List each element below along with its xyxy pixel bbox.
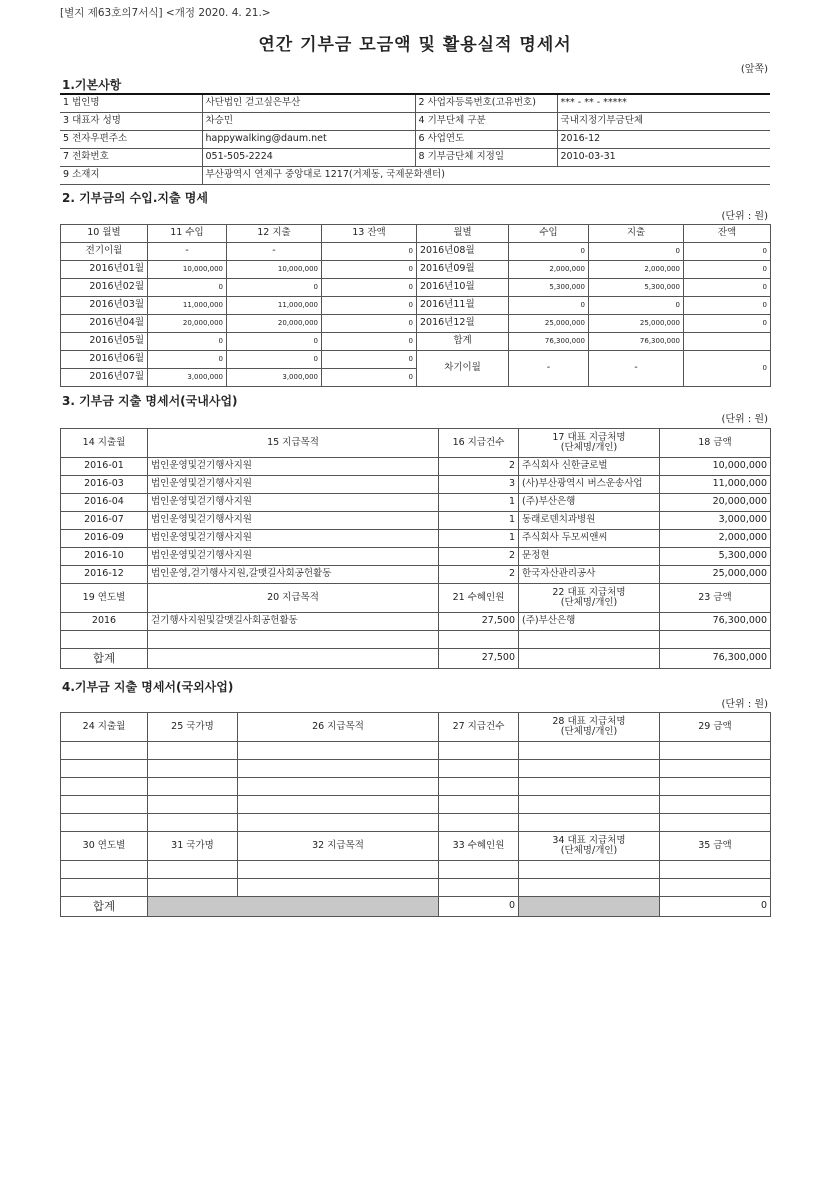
total-label: 합계	[417, 333, 509, 351]
table-row	[60, 113, 770, 131]
total-amount: 0	[660, 897, 771, 917]
balance-cell: 0	[322, 369, 417, 387]
table-row	[61, 476, 771, 494]
month-cell: 2016년08월	[417, 243, 509, 261]
label-corp-name: 1 법인명	[60, 94, 202, 113]
col-header: 31 국가명	[148, 832, 238, 861]
amount-cell: 11,000,000	[660, 476, 771, 494]
table-row	[61, 243, 771, 261]
col-header: 10 월별	[61, 225, 148, 243]
table-row	[61, 879, 771, 897]
col-header: 34 대표 지급처명 (단체명/개인)	[519, 832, 660, 861]
carry-expense: -	[589, 351, 684, 387]
overseas-expense-table	[60, 712, 771, 917]
month-cell: 2016년02월	[61, 279, 148, 297]
payee-cell: 한국자산관리공사	[519, 566, 660, 584]
section3-title: 3. 기부금 지출 명세서(국내사업)	[62, 394, 238, 408]
col-header: 23 금액	[660, 584, 771, 613]
income-cell: 0	[509, 297, 589, 315]
col-header: 18 금액	[660, 429, 771, 458]
total-beneficiaries: 27,500	[439, 649, 519, 669]
table-header-row	[61, 713, 771, 742]
balance-cell: 0	[684, 297, 771, 315]
table-row	[61, 631, 771, 649]
count-cell: 1	[439, 530, 519, 548]
purpose-cell: 법인운영및걷기행사지원	[148, 512, 439, 530]
page-title: 연간 기부금 모금액 및 활용실적 명세서	[258, 35, 572, 55]
table-row	[61, 297, 771, 315]
table-row	[61, 494, 771, 512]
expense-cell: 10,000,000	[227, 261, 322, 279]
table-row	[61, 742, 771, 760]
label-ceo: 3 대표자 성명	[60, 113, 202, 131]
month-cell: 2016-10	[61, 548, 148, 566]
value-designation-date: 2010-03-31	[557, 149, 770, 167]
income-cell: -	[148, 243, 227, 261]
amount-cell: 10,000,000	[660, 458, 771, 476]
count-cell: 3	[439, 476, 519, 494]
income-cell: 5,300,000	[509, 279, 589, 297]
month-cell: 2016년11월	[417, 297, 509, 315]
expense-cell: 5,300,000	[589, 279, 684, 297]
col-header: 22 대표 지급처명 (단체명/개인)	[519, 584, 660, 613]
col-header: 월별	[417, 225, 509, 243]
expense-cell: 3,000,000	[227, 369, 322, 387]
col-header: 13 잔액	[322, 225, 417, 243]
table-header-row	[61, 584, 771, 613]
total-label: 합계	[61, 897, 148, 917]
table-row	[60, 131, 770, 149]
table-row	[61, 548, 771, 566]
month-cell: 2016-12	[61, 566, 148, 584]
col-header: 19 연도별	[61, 584, 148, 613]
table-row	[61, 760, 771, 778]
balance-cell: 0	[322, 297, 417, 315]
table-header-row	[61, 429, 771, 458]
month-cell: 2016년01월	[61, 261, 148, 279]
table-row	[61, 778, 771, 796]
col-header: 26 지급목적	[238, 713, 439, 742]
col-header: 35 금액	[660, 832, 771, 861]
balance-cell: 0	[684, 261, 771, 279]
table-row	[61, 315, 771, 333]
label-designation-date: 8 기부금단체 지정일	[415, 149, 557, 167]
payee-cell: (사)부산광역시 버스운송사업	[519, 476, 660, 494]
section3-unit: (단위 : 원)	[721, 414, 768, 425]
col-header: 28 대표 지급처명 (단체명/개인)	[519, 713, 660, 742]
label-phone: 7 전화번호	[60, 149, 202, 167]
col-header: 27 지급건수	[439, 713, 519, 742]
col-header: 32 지급목적	[238, 832, 439, 861]
month-cell: 2016-01	[61, 458, 148, 476]
total-label: 합계	[61, 649, 148, 669]
purpose-cell: 법인운영및걷기행사지원	[148, 530, 439, 548]
section4-title: 4.기부금 지출 명세서(국외사업)	[62, 680, 234, 694]
income-cell: 25,000,000	[509, 315, 589, 333]
count-cell: 1	[439, 494, 519, 512]
basic-info-table	[60, 93, 770, 185]
month-cell: 2016년09월	[417, 261, 509, 279]
purpose-cell: 법인운영,걷기행사지원,갈맷길사회공헌활동	[148, 566, 439, 584]
front-label: (앞쪽)	[740, 64, 768, 75]
amount-cell: 20,000,000	[660, 494, 771, 512]
value-address: 부산광역시 연제구 중앙대로 1217(거제동, 국제문화센터)	[202, 167, 770, 185]
income-cell: 0	[148, 351, 227, 369]
count-cell: 2	[439, 458, 519, 476]
label-email: 5 전자우편주소	[60, 131, 202, 149]
expense-cell: 0	[227, 333, 322, 351]
payee-cell: (주)부산은행	[519, 494, 660, 512]
income-cell: 0	[148, 333, 227, 351]
month-cell: 2016년05월	[61, 333, 148, 351]
payee-cell: 문정현	[519, 548, 660, 566]
carry-income: -	[509, 351, 589, 387]
month-cell: 2016년07월	[61, 369, 148, 387]
purpose-cell: 법인운영및걷기행사지원	[148, 458, 439, 476]
col-header: 잔액	[684, 225, 771, 243]
year-cell: 2016	[61, 613, 148, 631]
income-total: 76,300,000	[509, 333, 589, 351]
table-row	[61, 861, 771, 879]
value-corp-name: 사단법인 걷고싶은부산	[202, 94, 415, 113]
col-header: 11 수입	[148, 225, 227, 243]
table-row	[61, 613, 771, 631]
expense-cell: 0	[227, 279, 322, 297]
expense-cell: 0	[589, 243, 684, 261]
balance-cell: 0	[322, 351, 417, 369]
table-row	[61, 566, 771, 584]
count-cell: 2	[439, 548, 519, 566]
purpose-cell: 걷기행사지원및갈맷길사회공헌활동	[148, 613, 439, 631]
table-row	[61, 530, 771, 548]
label-org-type: 4 기부단체 구분	[415, 113, 557, 131]
balance-cell: 0	[684, 279, 771, 297]
month-cell: 2016-09	[61, 530, 148, 548]
table-header-row	[61, 225, 771, 243]
month-cell: 2016년04월	[61, 315, 148, 333]
payee-cell: 동래로덴치과병원	[519, 512, 660, 530]
col-header: 29 금액	[660, 713, 771, 742]
month-cell: 2016-04	[61, 494, 148, 512]
balance-cell: 0	[684, 243, 771, 261]
count-cell: 2	[439, 566, 519, 584]
expense-total: 76,300,000	[589, 333, 684, 351]
income-cell: 2,000,000	[509, 261, 589, 279]
balance-cell: 0	[322, 333, 417, 351]
table-row	[61, 333, 771, 351]
beneficiaries-cell: 27,500	[439, 613, 519, 631]
income-cell: 3,000,000	[148, 369, 227, 387]
table-row	[61, 351, 771, 369]
table-header-row	[61, 832, 771, 861]
income-cell: 10,000,000	[148, 261, 227, 279]
income-cell: 20,000,000	[148, 315, 227, 333]
expense-cell: 20,000,000	[227, 315, 322, 333]
count-cell: 1	[439, 512, 519, 530]
table-row	[61, 261, 771, 279]
col-header: 15 지급목적	[148, 429, 439, 458]
col-header: 21 수혜인원	[439, 584, 519, 613]
col-header: 30 연도별	[61, 832, 148, 861]
table-row	[61, 512, 771, 530]
section2-unit: (단위 : 원)	[721, 211, 768, 222]
col-header: 20 지급목적	[148, 584, 439, 613]
col-header: 지출	[589, 225, 684, 243]
col-header: 33 수혜인원	[439, 832, 519, 861]
form-note: [별지 제63호의7서식] <개정 2020. 4. 21.>	[60, 7, 271, 19]
col-header: 24 지출월	[61, 713, 148, 742]
expense-cell: -	[227, 243, 322, 261]
value-phone: 051-505-2224	[202, 149, 415, 167]
expense-cell: 0	[589, 297, 684, 315]
total-amount: 76,300,000	[660, 649, 771, 669]
value-email: happywalking@daum.net	[202, 131, 415, 149]
col-header: 14 지출월	[61, 429, 148, 458]
table-row	[61, 458, 771, 476]
total-row	[61, 649, 771, 669]
col-header: 25 국가명	[148, 713, 238, 742]
amount-cell: 25,000,000	[660, 566, 771, 584]
label-biz-no: 2 사업자등록번호(고유번호)	[415, 94, 557, 113]
col-header: 17 대표 지급처명 (단체명/개인)	[519, 429, 660, 458]
income-expense-table	[60, 224, 771, 387]
amount-cell: 3,000,000	[660, 512, 771, 530]
total-beneficiaries: 0	[439, 897, 519, 917]
balance-total	[684, 333, 771, 351]
table-row	[61, 814, 771, 832]
month-cell: 2016년03월	[61, 297, 148, 315]
income-cell: 11,000,000	[148, 297, 227, 315]
total-row	[61, 897, 771, 917]
value-org-type: 국내지정기부금단체	[557, 113, 770, 131]
payee-cell: 주식회사 두모씨앤씨	[519, 530, 660, 548]
value-fiscal-year: 2016-12	[557, 131, 770, 149]
amount-cell: 76,300,000	[660, 613, 771, 631]
expense-cell: 0	[227, 351, 322, 369]
section1-title: 1.기본사항	[62, 78, 122, 92]
value-ceo: 차승민	[202, 113, 415, 131]
carry-balance: 0	[684, 351, 771, 387]
purpose-cell: 법인운영및걷기행사지원	[148, 476, 439, 494]
balance-cell: 0	[322, 315, 417, 333]
month-cell: 2016년06월	[61, 351, 148, 369]
col-header: 16 지급건수	[439, 429, 519, 458]
balance-cell: 0	[684, 315, 771, 333]
amount-cell: 5,300,000	[660, 548, 771, 566]
section2-title: 2. 기부금의 수입.지출 명세	[62, 191, 208, 205]
month-cell: 2016년12월	[417, 315, 509, 333]
value-biz-no: *** - ** - *****	[557, 94, 770, 113]
purpose-cell: 법인운영및걷기행사지원	[148, 494, 439, 512]
table-row	[60, 167, 770, 185]
domestic-expense-table	[60, 428, 771, 669]
payee-cell: 주식회사 신한글로벌	[519, 458, 660, 476]
amount-cell: 2,000,000	[660, 530, 771, 548]
balance-cell: 0	[322, 279, 417, 297]
month-cell: 2016년10월	[417, 279, 509, 297]
table-row	[60, 94, 770, 113]
label-fiscal-year: 6 사업연도	[415, 131, 557, 149]
table-row	[61, 796, 771, 814]
table-row	[60, 149, 770, 167]
table-row	[61, 279, 771, 297]
balance-cell: 0	[322, 261, 417, 279]
expense-cell: 11,000,000	[227, 297, 322, 315]
expense-cell: 2,000,000	[589, 261, 684, 279]
label-address: 9 소재지	[60, 167, 202, 185]
month-cell: 2016-07	[61, 512, 148, 530]
carry-forward-label: 차기이월	[417, 351, 509, 387]
income-cell: 0	[509, 243, 589, 261]
col-header: 12 지출	[227, 225, 322, 243]
payee-cell: (주)부산은행	[519, 613, 660, 631]
balance-cell: 0	[322, 243, 417, 261]
section4-unit: (단위 : 원)	[721, 699, 768, 710]
income-cell: 0	[148, 279, 227, 297]
expense-cell: 25,000,000	[589, 315, 684, 333]
month-cell: 2016-03	[61, 476, 148, 494]
month-cell: 전기이월	[61, 243, 148, 261]
col-header: 수입	[509, 225, 589, 243]
purpose-cell: 법인운영및걷기행사지원	[148, 548, 439, 566]
